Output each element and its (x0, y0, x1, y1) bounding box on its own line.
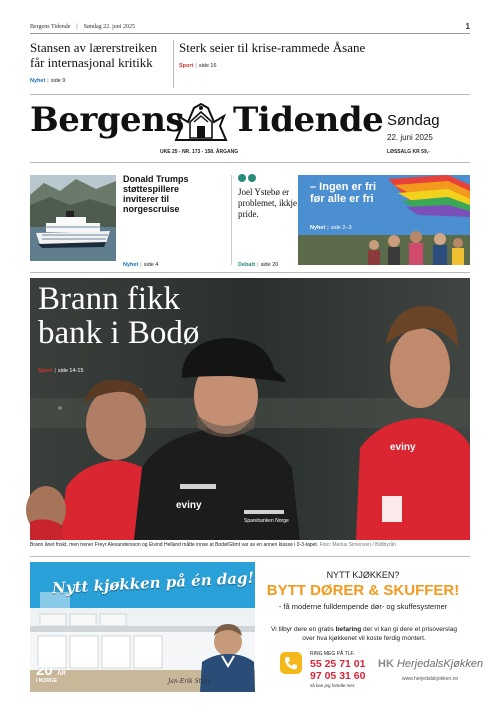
top-teasers (30, 40, 470, 88)
page-number: 1 (465, 22, 470, 31)
story-pride-kicker: Nyhet | side 2–3 (310, 225, 352, 231)
cruise-ship-image (30, 175, 116, 261)
crest-icon (172, 102, 230, 142)
price-label: LØSSALG KR 59,- (387, 149, 430, 155)
hero-caption: Brann ånet friskt, men trener Freyr Alexandersson og Eivind Helland måtte innse at Bodø/Glimt var av en annen klasse i 0-3-tapet. Foto: Marius Simensen / Bildbyrån (30, 542, 397, 548)
jacket-sponsor: Sparebanken Norge (244, 518, 289, 524)
paper-name-small: Bergens Tidende (30, 23, 71, 30)
ad-kitchen-photo (30, 562, 255, 692)
story-row (30, 172, 470, 268)
masthead-date: 22. juni 2025 (387, 133, 433, 142)
ad-subhead: - få moderne fulldempende dør- og skuffesystemer (278, 602, 448, 611)
ad-text-panel (256, 562, 484, 692)
teaser-headline: Sterk seier til krise-rammede Åsane (179, 40, 366, 55)
ad-body: Vi tilbyr dere en gratis befaring der vi kan gi dere et prisoverslag over hva kjøkkenet vil koste ferdig montert. (271, 626, 457, 642)
opinion-quote-icon (238, 174, 256, 182)
hero-story[interactable] (30, 278, 470, 540)
shirt-sponsor-right: eviny (390, 442, 416, 453)
teaser-teacher-strike[interactable] (30, 40, 173, 88)
hero-headline: Brann fikk bank i Bodø (38, 281, 200, 351)
masthead-day: Søndag (387, 112, 440, 129)
ad-signature: Jan-Erik Sture (168, 678, 212, 685)
ad-big-head: BYTT DØRER & SKUFFER! (266, 582, 460, 599)
ad-anniversary-badge: 20 ÅR I NORGE (36, 662, 66, 684)
advertiser-logo: HK HerjedalsKjøkken (378, 658, 484, 670)
teaser-kicker: Nyhet | side 9 (30, 78, 66, 84)
issue-date-small: Søndag 22. juni 2025 (83, 23, 135, 30)
kitchen-advertisement[interactable] (30, 562, 484, 692)
cruise-ship-photo[interactable] (30, 175, 116, 261)
phone-number-2[interactable]: 97 05 31 60 (310, 670, 366, 682)
top-line: Bergens Tidende | Søndag 22. juni 2025 1 (30, 20, 470, 34)
photo-credit: Foto: Marius Simensen / Bildbyrån (319, 542, 397, 548)
teaser-headline: Stansen av lærerstreiken får internasjonal kritikk (30, 40, 158, 70)
story-opinion-text[interactable]: Joel Ystebø er problemet, ikkje pride. (238, 187, 297, 219)
brand-word-2: Tidende (233, 100, 384, 140)
story-pride-headline: – Ingen er fri før alle er fri (310, 181, 377, 205)
story-pride[interactable] (298, 175, 470, 265)
teaser-kicker: Sport | side 16 (179, 63, 217, 69)
brand-word-1: Bergens (30, 100, 185, 140)
phone-icon (280, 652, 302, 674)
hero-kicker: Sport | side 14-15 (38, 368, 84, 374)
teaser-asane[interactable] (173, 40, 470, 88)
story-trump-headline[interactable]: Donald Trumps støttespillere inviterer til norgescruise (123, 174, 189, 214)
phone-note: så kan jeg fortelle mer. (310, 683, 356, 688)
divider (30, 556, 470, 557)
story-opinion-kicker: Debatt | side 20 (238, 262, 279, 268)
story-trump-kicker: Nyhet | side 4 (123, 262, 159, 268)
ad-small-head: NYTT KJØKKEN? (326, 570, 400, 580)
shirt-sponsor-left: eviny (176, 500, 202, 511)
divider (30, 94, 470, 95)
ad-script-headline: Nytt kjøkken på én dag! (51, 568, 255, 598)
divider (30, 272, 470, 273)
phone-number-1[interactable]: 55 25 71 01 (310, 658, 366, 670)
masthead (30, 100, 470, 158)
issue-number: UKE 25 - NR. 173 - 158. ÅRGANG (160, 149, 239, 155)
advertiser-url[interactable]: www.herjedalskjokken.no (402, 676, 459, 682)
divider (231, 175, 232, 265)
divider (30, 162, 470, 163)
phone-label: RING MEG PÅ TLF. (310, 651, 355, 657)
